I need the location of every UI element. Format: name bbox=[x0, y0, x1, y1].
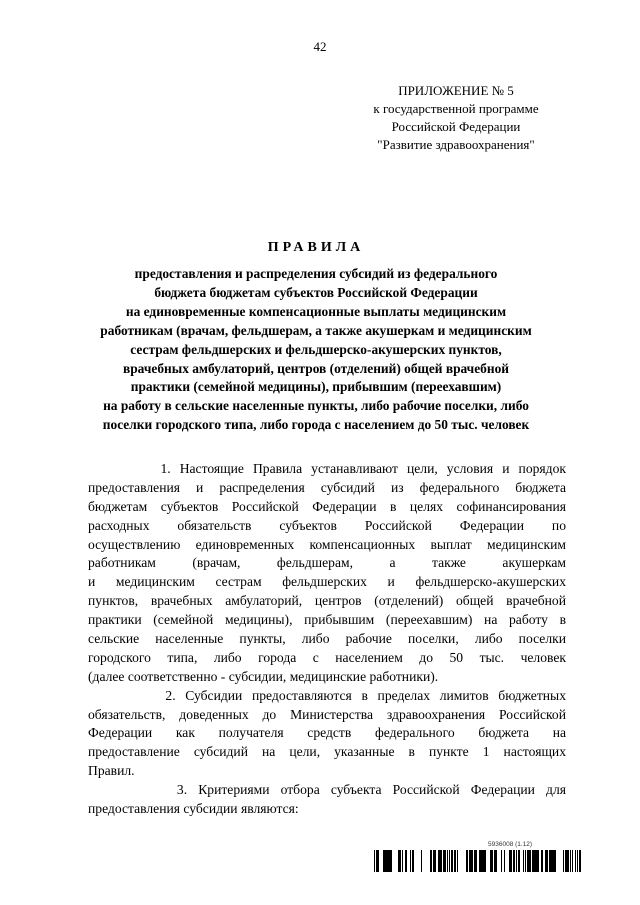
barcode-number: 5936008 (1.12) bbox=[488, 841, 533, 848]
appendix-line: Российской Федерации bbox=[391, 119, 521, 134]
paragraph-line: бюджетам субъектов Российской Федерации в целях софинансирования bbox=[88, 498, 566, 514]
paragraph-line: предоставления субсидии являются: bbox=[88, 801, 299, 817]
paragraph-line: городского типа, либо города с населением до 50 тыс. человек bbox=[88, 649, 566, 665]
paragraph-line: сельские населенные пункты, либо рабочие поселки, либо поселки bbox=[88, 631, 566, 647]
barcode-icon bbox=[372, 850, 584, 872]
paragraph-line: 3. Критериями отбора субъекта Российской Федерации для bbox=[88, 782, 566, 798]
rules-title: ПРАВИЛА bbox=[267, 240, 365, 255]
subtitle-line: на работу в сельские населенные пункты, либо рабочие поселки, либо bbox=[103, 398, 529, 414]
paragraph-2 bbox=[88, 687, 566, 781]
paragraph-3 bbox=[88, 781, 566, 819]
paragraph-line: предоставления и распределения субсидий из федерального бюджета bbox=[88, 479, 566, 495]
appendix-line: к государственной программе bbox=[373, 101, 539, 116]
subtitle-line: практики (семейной медицины), прибывшим (переехавшим) bbox=[130, 379, 502, 395]
subtitle-line: работникам (врачам, фельдшерам, а также акушеркам и медицинским bbox=[100, 322, 532, 338]
paragraph-line: (далее соответственно - субсидии, медицинские работники). bbox=[88, 668, 439, 684]
appendix-header bbox=[346, 82, 566, 154]
rules-subtitle bbox=[40, 265, 592, 435]
subtitle-line: бюджета бюджетам субъектов Российской Федерации bbox=[154, 284, 478, 300]
body-text bbox=[88, 460, 566, 819]
paragraph-line: практики (семейной медицины), прибывшим (переехавшим) на работу в bbox=[88, 612, 566, 628]
appendix-line: ПРИЛОЖЕНИЕ № 5 bbox=[398, 83, 514, 98]
subtitle-line: на единовременные компенсационные выплаты медицинским bbox=[125, 303, 507, 319]
paragraph-line: обязательств, доведенных до Министерства здравоохранения Российской bbox=[88, 706, 566, 722]
paragraph-line: Федерации как получателя средств федерального бюджета на bbox=[88, 725, 566, 741]
subtitle-line: предоставления и распределения субсидий из федерального bbox=[134, 266, 498, 281]
paragraph-line: работникам (врачам, фельдшерам, а также акушеркам bbox=[88, 555, 566, 571]
page-number: 42 bbox=[313, 39, 327, 54]
paragraph-line: пунктов, врачебных амбулаторий, центров (отделений) общей врачебной bbox=[88, 593, 566, 609]
subtitle-line: поселки городского типа, либо города с населением до 50 тыс. человек bbox=[102, 417, 530, 433]
paragraph-line: и медицинским сестрам фельдшерских и фельдшерско-акушерских bbox=[88, 574, 566, 590]
paragraph-1 bbox=[88, 460, 566, 687]
paragraph-line: расходных обязательств субъектов Российской Федерации по bbox=[88, 517, 566, 533]
paragraph-line: 1. Настоящие Правила устанавливают цели, условия и порядок bbox=[88, 461, 566, 476]
paragraph-line: 2. Субсидии предоставляются в пределах лимитов бюджетных bbox=[88, 687, 566, 703]
appendix-line: "Развитие здравоохранения" bbox=[377, 137, 535, 152]
paragraph-line: Правил. bbox=[88, 763, 135, 779]
subtitle-line: врачебных амбулаторий, центров (отделений) общей врачебной bbox=[123, 360, 509, 376]
paragraph-line: осуществлению единовременных компенсационных выплат медицинским bbox=[88, 536, 566, 552]
subtitle-line: сестрам фельдшерских и фельдшерско-акушерских пунктов, bbox=[130, 341, 502, 357]
paragraph-line: предоставление субсидий на цели, указанные в пункте 1 настоящих bbox=[88, 744, 566, 760]
